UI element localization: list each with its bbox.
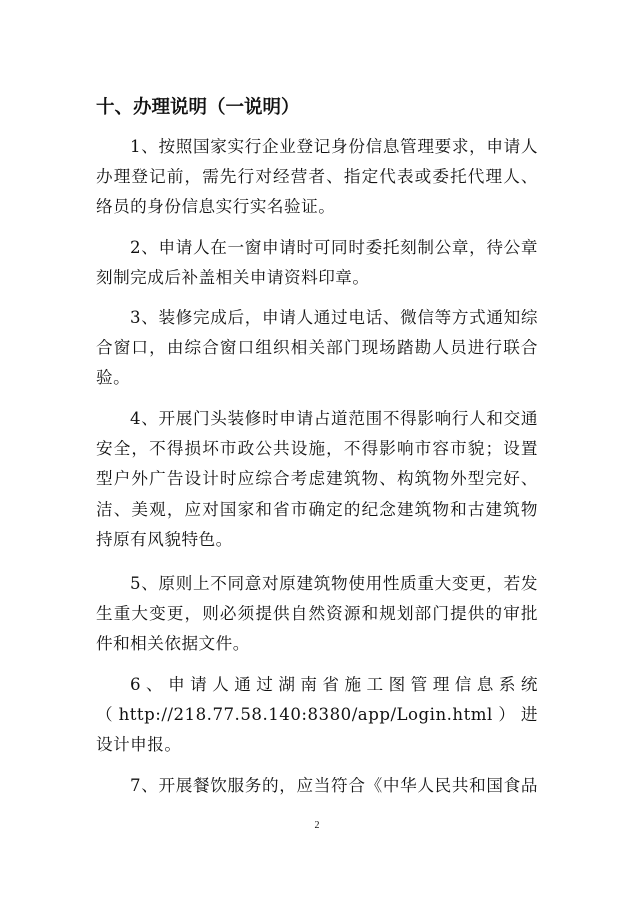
paragraph-line: 络员的身份信息实行实名验证。 [96,197,336,217]
paragraph-7 [96,771,538,801]
paragraph-line: 6、申请人通过湖南省施工图管理信息系统 [130,675,538,694]
paragraph-line: 型户外广告设计时应综合考虑建筑物、构筑物外型完好、 [96,469,538,489]
paragraph-6 [96,670,538,761]
paragraph-3 [96,303,538,394]
paragraph-line: 生重大变更，则必须提供自然资源和规划部门提供的审批 [96,604,538,624]
paragraph-line: 件和相关依据文件。 [96,634,250,654]
section-heading: 十、办理说明（一说明） [96,97,300,118]
paragraph-line: 3、装修完成后，申请人通过电话、微信等方式通知综 [130,308,538,327]
paragraph-4 [96,404,538,555]
paragraph-line: 5、原则上不同意对原建筑物使用性质重大变更，若发 [130,574,538,593]
paragraph-line: 设计申报。 [96,735,182,755]
paragraph-line: 合窗口，由综合窗口组织相关部门现场踏勘人员进行联合 [96,338,538,358]
paragraph-line: 验。 [96,368,131,388]
paragraph-5 [96,569,538,660]
paragraph-line: 办理登记前，需先行对经营者、指定代表或委托代理人、 [96,167,538,187]
paragraph-line: 2、申请人在一窗申请时可同时委托刻制公章，待公章 [130,238,538,257]
paragraph-line: 持原有风貌特色。 [96,529,233,549]
paragraph-line: 4、开展门头装修时申请占道范围不得影响行人和交通 [130,409,538,428]
paragraph-line: 1、按照国家实行企业登记身份信息管理要求，申请人 [130,137,538,156]
paragraph-line: （http://218.77.58.140:8380/app/Login.html）进 [96,705,538,725]
paragraph-1 [96,132,538,223]
paragraph-line: 7、开展餐饮服务的，应当符合《中华人民共和国食品 [130,776,538,795]
paragraph-2 [96,233,538,293]
paragraph-line: 安全，不得损坏市政公共设施，不得影响市容市貌；设置 [96,439,538,459]
page-number: 2 [314,820,320,831]
paragraph-line: 刻制完成后补盖相关申请资料印章。 [96,268,370,288]
paragraph-line: 洁、美观，应对国家和省市确定的纪念建筑物和古建筑物 [96,499,538,519]
